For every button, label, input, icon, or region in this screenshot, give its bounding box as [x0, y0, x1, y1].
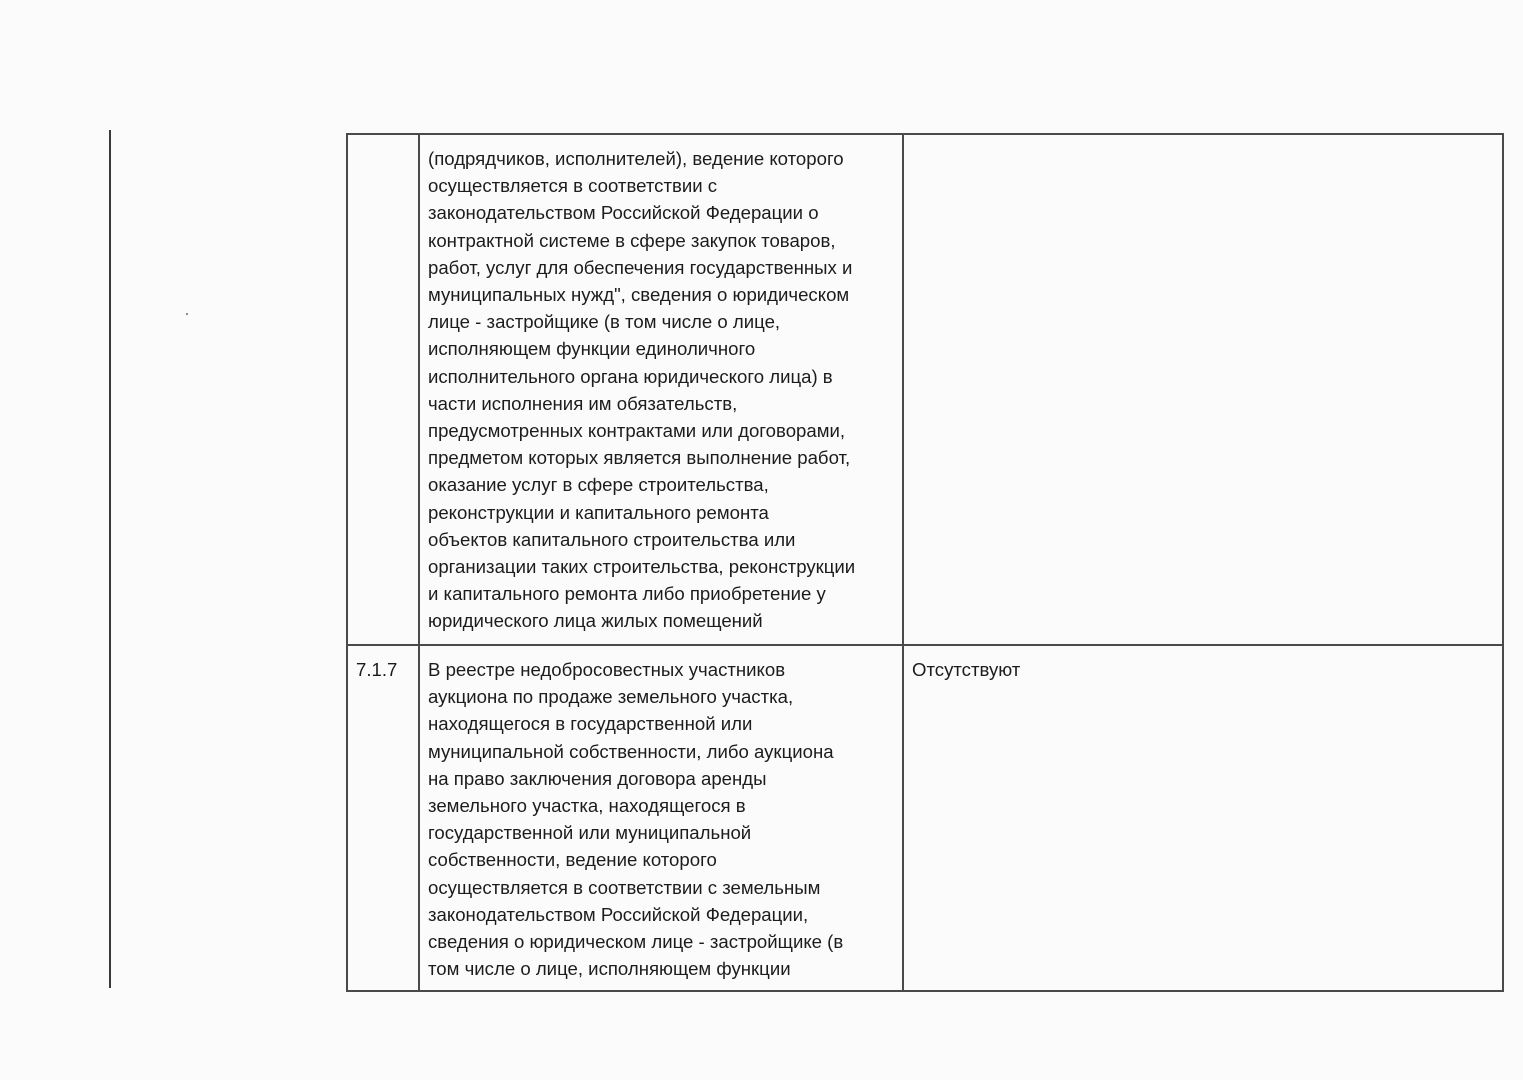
left-margin-line [109, 130, 111, 988]
text-line: исполнительного органа юридического лица) в [428, 365, 833, 387]
text-line: контрактной системе в сфере закупок товаров, [428, 229, 836, 251]
text-line: муниципальной собственности, либо аукциона [428, 740, 834, 762]
text-line: аукциона по продаже земельного участка, [428, 686, 794, 708]
row-number: 7.1.7 [356, 659, 398, 680]
row-number-cell [347, 645, 419, 991]
text-line: организации таких строительства, реконструкции [428, 556, 856, 578]
text-line: муниципальных нужд", сведения о юридическом [428, 284, 850, 306]
text-line: В реестре недобросовестных участников [428, 659, 786, 680]
row-description-cell [419, 645, 903, 991]
text-line: земельного участка, находящегося в [428, 795, 746, 817]
text-line: государственной или муниципальной [428, 822, 752, 844]
text-line: и капитального ремонта либо приобретение у [428, 583, 826, 605]
text-line: на право заключения договора аренды [428, 767, 767, 789]
text-line: объектов капитального строительства или [428, 528, 796, 550]
text-line: собственности, ведение которого [428, 849, 717, 871]
table-row [347, 134, 1503, 645]
text-line: исполняющем функции единоличного [428, 338, 756, 360]
text-line: осуществляется в соответствии с [428, 175, 718, 197]
text-line: осуществляется в соответствии с земельным [428, 876, 821, 898]
text-line: оказание услуг в сфере строительства, [428, 474, 769, 496]
row-description-cell [419, 134, 903, 645]
text-line: находящегося в государственной или [428, 713, 753, 735]
text-line: (подрядчиков, исполнителей), ведение которого [428, 148, 844, 169]
text-line: том числе о лице, исполняющем функции [428, 958, 791, 980]
text-line: законодательством Российской Федерации о [428, 202, 819, 224]
scan-speck [186, 313, 188, 315]
row-value-cell [903, 645, 1503, 991]
text-line: работ, услуг для обеспечения государственных и [428, 256, 853, 278]
text-line: реконструкции и капитального ремонта [428, 501, 769, 523]
row-number-cell [347, 134, 419, 645]
text-line: сведения о юридическом лице - застройщике (в [428, 931, 844, 953]
text-line: законодательством Российской Федерации, [428, 903, 809, 925]
text-line: предметом которых является выполнение работ, [428, 447, 851, 469]
text-line: юридического лица жилых помещений [428, 610, 763, 632]
row-value-cell [903, 134, 1503, 645]
document-table [346, 133, 1504, 992]
text-line: предусмотренных контрактами или договорами, [428, 420, 846, 442]
text-line: части исполнения им обязательств, [428, 392, 738, 414]
row-value: Отсутствуют [912, 659, 1021, 680]
table-row [347, 645, 1503, 991]
text-line: лице - застройщике (в том числе о лице, [428, 311, 781, 333]
